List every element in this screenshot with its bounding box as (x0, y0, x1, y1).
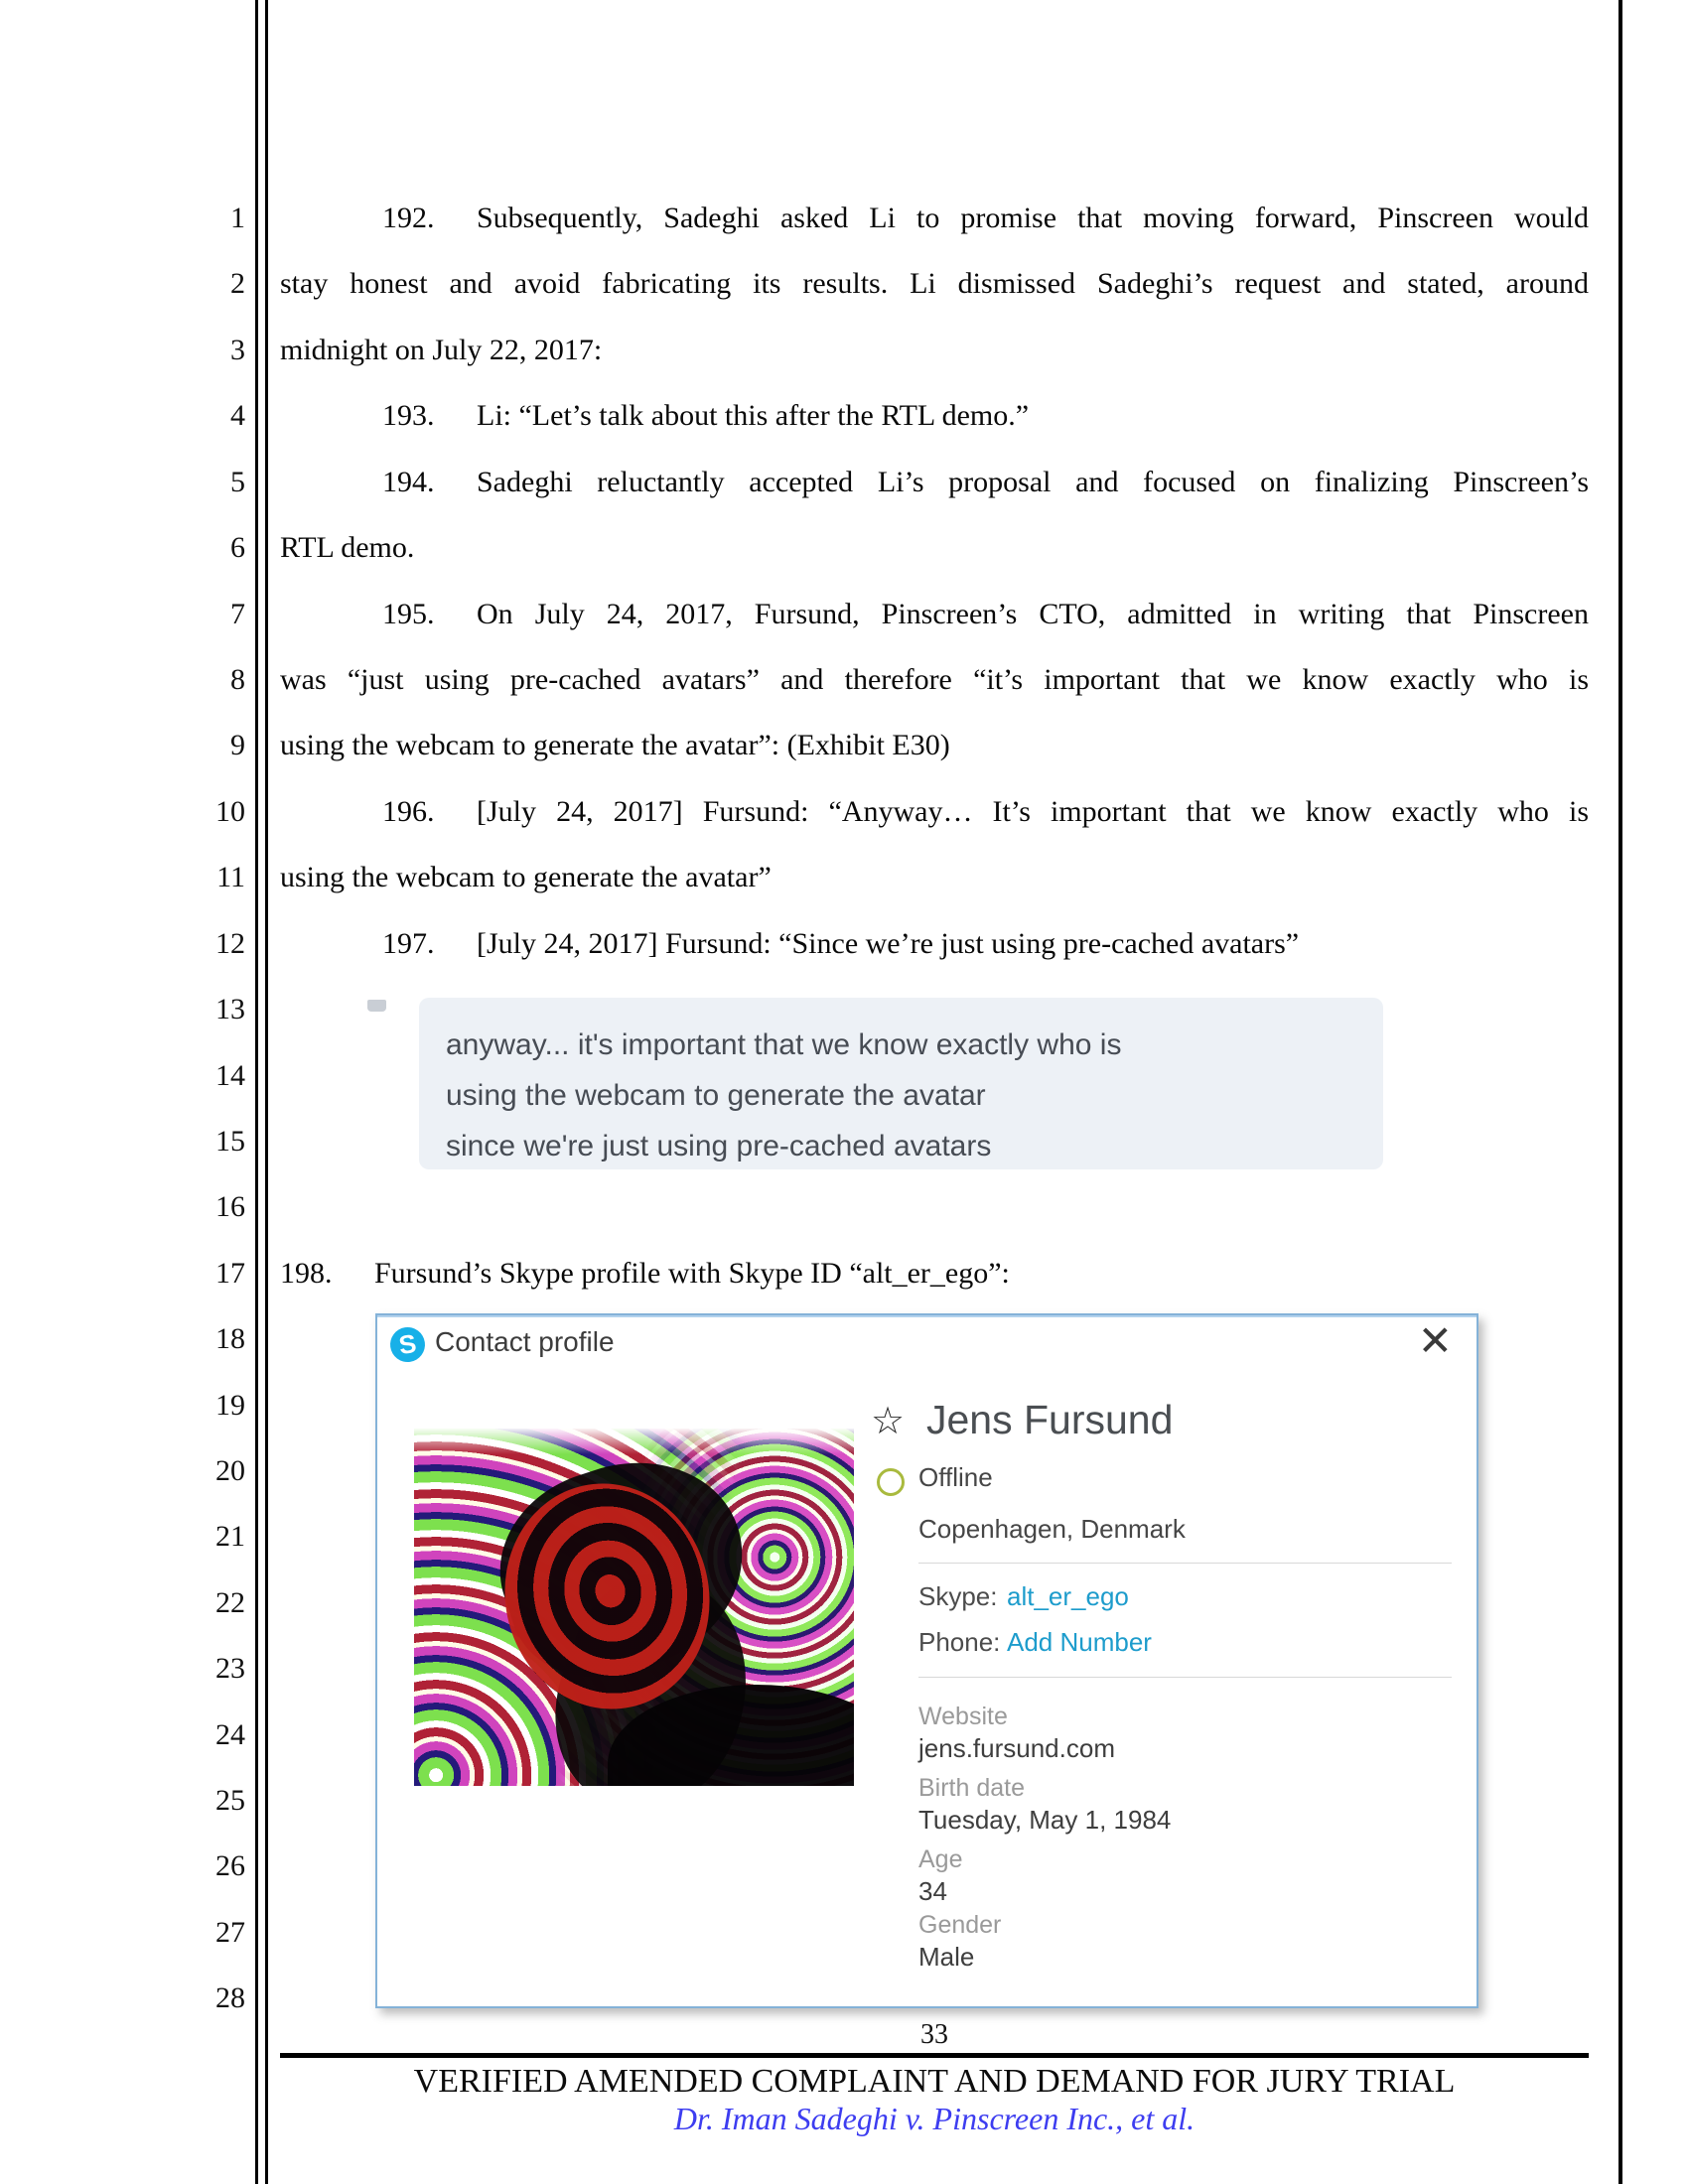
paragraph-text: RTL demo. (280, 531, 415, 564)
chat-line: anyway... it's important that we know exactly who is (446, 1028, 1122, 1061)
paragraph-number: 194. (382, 466, 435, 498)
line-number: 7 (230, 598, 245, 630)
line-number: 10 (215, 795, 245, 828)
left-double-rule-inner (265, 0, 268, 2184)
skype-contact-profile-window (375, 1313, 1478, 2008)
divider (918, 1677, 1452, 1678)
paragraph-194-line1 (280, 450, 1589, 515)
paragraph-text: was “just using pre-cached avatars” and therefore “it’s important that we know exactly who is (280, 663, 1589, 696)
paragraph-196-line2 (280, 845, 1589, 910)
profile-photo (414, 1429, 854, 1786)
paragraph-text: [July 24, 2017] Fursund: “Since we’re just using pre-cached avatars” (477, 927, 1300, 960)
chat-line: using the webcam to generate the avatar (446, 1079, 986, 1112)
close-icon[interactable]: ✕ (1417, 1316, 1453, 1365)
line-number: 5 (230, 466, 245, 498)
paragraph-number: 197. (382, 927, 435, 960)
footer-document-title: VERIFIED AMENDED COMPLAINT AND DEMAND FOR JURY TRIAL (413, 2063, 1456, 2100)
line-number: 25 (215, 1784, 245, 1817)
line-number: 24 (215, 1718, 245, 1751)
skype-logo-icon: S (388, 1325, 428, 1365)
paragraph-number: 192. (382, 202, 435, 234)
paragraph-number: 195. (382, 598, 435, 630)
birthdate-label: Birth date (918, 1774, 1026, 1802)
website-value: jens.fursund.com (918, 1733, 1115, 1763)
paragraph-192-line3 (280, 318, 1589, 383)
paragraph-195-line2 (280, 647, 1589, 713)
paragraph-192-line2 (280, 251, 1589, 317)
paragraph-text: On July 24, 2017, Fursund, Pinscreen’s CTO, admitted in writing that Pinscreen (477, 598, 1589, 630)
phone-label: Phone: (918, 1627, 1001, 1657)
paragraph-198 (280, 1241, 1589, 1306)
paragraph-197 (280, 911, 1589, 977)
divider (918, 1563, 1452, 1564)
status-text: Offline (918, 1462, 993, 1492)
line-number: 17 (215, 1257, 245, 1290)
paragraph-text: midnight on July 22, 2017: (280, 334, 603, 366)
age-value: 34 (918, 1876, 947, 1906)
line-number: 26 (215, 1849, 245, 1882)
skype-id-link[interactable]: alt_er_ego (1007, 1581, 1129, 1611)
paragraph-number: 198. (280, 1257, 333, 1290)
chat-avatar-stub (367, 1000, 386, 1012)
line-number: 20 (215, 1454, 245, 1487)
line-number: 23 (215, 1652, 245, 1685)
paragraph-195-line3 (280, 713, 1589, 778)
line-number: 3 (230, 334, 245, 366)
window-title: Contact profile (435, 1326, 615, 1357)
birthdate-value: Tuesday, May 1, 1984 (918, 1805, 1172, 1835)
status-offline-icon (877, 1468, 905, 1496)
paragraph-text: using the webcam to generate the avatar”: (Exhibit E30) (280, 729, 950, 761)
paragraph-196-line1 (280, 779, 1589, 845)
paragraph-text: using the webcam to generate the avatar” (280, 861, 772, 893)
age-label: Age (918, 1845, 963, 1873)
line-number: 12 (215, 927, 245, 960)
page-number: 33 (920, 2019, 948, 2050)
chat-message-bubble (419, 998, 1383, 1169)
paragraph-text: Sadeghi reluctantly accepted Li’s proposal and focused on finalizing Pinscreen’s (477, 466, 1589, 498)
line-number: 18 (215, 1322, 245, 1355)
left-double-rule-outer (255, 0, 258, 2184)
line-number: 16 (215, 1190, 245, 1223)
right-rule (1618, 0, 1622, 2184)
line-number: 2 (230, 267, 245, 300)
paragraph-number: 196. (382, 795, 435, 828)
paragraph-text: stay honest and avoid fabricating its results. Li dismissed Sadeghi’s request and stated, around (280, 267, 1589, 300)
photo-top-fade (414, 1429, 854, 1454)
line-number: 28 (215, 1981, 245, 2014)
paragraph-text: Fursund’s Skype profile with Skype ID “alt_er_ego”: (374, 1257, 1010, 1290)
paragraph-193 (280, 383, 1589, 449)
paragraph-195-line1 (280, 582, 1589, 647)
chat-line: since we're just using pre-cached avatars (446, 1130, 992, 1162)
paragraph-192-line1 (280, 186, 1589, 251)
paragraph-194-line2 (280, 515, 1589, 581)
paragraph-text: [July 24, 2017] Fursund: “Anyway… It’s important that we know exactly who is (477, 795, 1589, 828)
website-label: Website (918, 1703, 1008, 1730)
gender-label: Gender (918, 1911, 1002, 1939)
line-number: 4 (230, 399, 245, 432)
line-number: 11 (216, 861, 245, 893)
paragraph-text: Li: “Let’s talk about this after the RTL demo.” (477, 399, 1030, 432)
footer-case-caption: Dr. Iman Sadeghi v. Pinscreen Inc., et al. (673, 2101, 1196, 2136)
skype-id-label: Skype: (918, 1581, 998, 1611)
line-number: 27 (215, 1916, 245, 1949)
paragraph-number: 193. (382, 399, 435, 432)
line-number: 21 (215, 1520, 245, 1553)
gender-value: Male (918, 1942, 975, 1972)
contact-name: Jens Fursund (926, 1397, 1174, 1442)
line-number: 14 (215, 1059, 245, 1092)
contact-location: Copenhagen, Denmark (918, 1514, 1186, 1544)
line-number: 19 (215, 1389, 245, 1422)
line-number: 1 (230, 202, 245, 234)
line-number: 9 (230, 729, 245, 761)
favorite-star-icon[interactable]: ☆ (871, 1399, 906, 1442)
line-number: 6 (230, 531, 245, 564)
line-number: 8 (230, 663, 245, 696)
footer-rule (280, 2053, 1589, 2058)
add-number-link[interactable]: Add Number (1007, 1627, 1152, 1657)
line-number: 15 (215, 1125, 245, 1158)
line-number: 13 (215, 993, 245, 1025)
line-number: 22 (215, 1586, 245, 1619)
paragraph-text: Subsequently, Sadeghi asked Li to promise that moving forward, Pinscreen would (477, 202, 1589, 234)
